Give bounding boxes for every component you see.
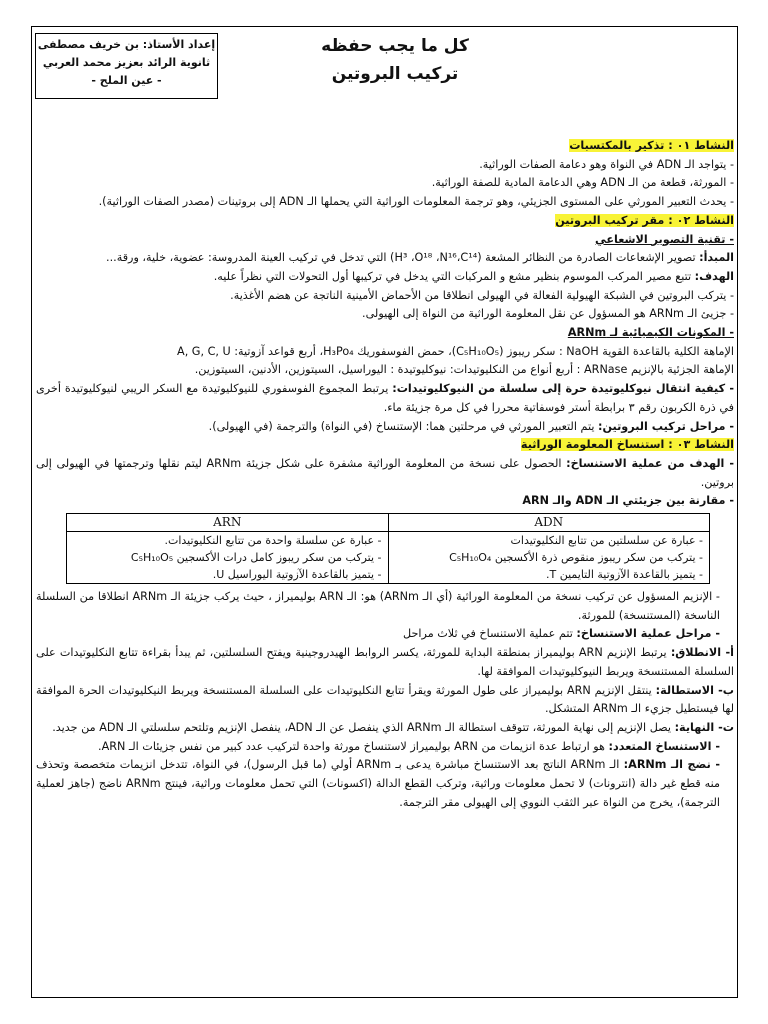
adn-property-3: - يتميز بالقاعدة الآزوتية التايمين T. (545, 568, 703, 582)
activity-2-heading: النشاط ٠٢ : مقر تركيب البروتين (555, 213, 734, 227)
adn-property-2: - يتركب من سكر ريبوز منقوص ذرة الأكسجين C₅H₁₀O₄ (449, 551, 703, 565)
nucleotide-link-paragraph (36, 380, 734, 417)
goal-text: تتبع مصير المركب الموسوم بنظير مشع و المركبات التي يدخل في تركيبها أول التحولات التي نظراً عليه. (213, 269, 695, 283)
arn-property-1: - عبارة عن سلسلة واحدة من تتابع النكليوتيدات. (164, 534, 382, 548)
table-cell-adn (388, 532, 710, 584)
title-block (240, 33, 550, 89)
nucleotide-link-text: يرتبط المجموع الفوسفوري للنيوكليوتيدة مع السكر الريبي لنيوكليوتيدة أخرى في ذرة الكربون رقم ٣ برابطة أستر فوسفاتية محررا في كل مرة جزيئة ماء. (36, 382, 734, 414)
table-header-adn: ADN (388, 514, 710, 532)
principle-label: المبدأ: (699, 251, 734, 265)
initiation-text: يرتبط الإنزيم ARN بوليميراز بمنطقة البداية للمورثة، يكسر الروابط الهيدروجينية ويفتح السلسلتين، ثم يبدأ بقراءة تتابع النكليوتيدات على السلسلة المستنسخة ويربط النيوكليوتيدات الموافقة لها. (36, 646, 734, 678)
activity-1-heading-line (36, 137, 734, 156)
elongation-paragraph (36, 682, 734, 719)
transcription-stages-label: - مراحل عملية الاستنساخ: (576, 627, 720, 641)
arn-property-2: - يتركب من سكر ريبوز كامل درات الأكسجين C₅H₁₀O₅ (130, 551, 382, 565)
principle-text: تصوير الإشعاعات الصادرة من النظائر المشعة (H³ ،O¹⁸ ،N¹⁶،C¹⁴) التي تدخل في تركيب العينة المدروسة: عضوية، خلية، ورقة... (106, 251, 700, 265)
activity-2-heading-line (36, 212, 734, 231)
transcription-goal-text: الحصول على نسخة من المعلومة الوراثية مشفرة على شكل جزيئة ARNm ليتم نقلها وترجمتها في الهيولى إلى بروتين. (36, 456, 734, 489)
activity-1-heading: النشاط ٠١ : تذكير بالمكتسبات (569, 139, 734, 152)
author-box (35, 33, 218, 99)
document-body (36, 137, 734, 813)
author-school: ثانوية الرائد بعزيز محمد العربي (42, 56, 211, 69)
components-subheading: - المكونات الكيميائية لـ ARNm (567, 326, 734, 340)
termination-label: ت- النهاية: (674, 720, 734, 734)
nucleotide-link-label: - كيفية انتقال نيوكليوتيدة حرة إلى سلسلة من النيوكليوتيدات: (392, 382, 734, 396)
principle-paragraph (36, 249, 734, 268)
termination-text: يصل الإنزيم إلى نهاية المورثة، تتوقف استطالة الـ ARNm الذي ينفصل عن الـ ADN، ينفصل الإنزيم وتلتحم سلسلتي الـ ADN من جديد. (52, 720, 675, 734)
act1-point-3: - يحدث التعبير المورثي على المستوى الجزيئي، وهو ترجمة المعلومات الوراثية التي يحملها الـ ADN إلى بروتينات (مصدر الصفات الوراثية). (98, 195, 734, 209)
table-header-arn: ARN (67, 514, 389, 532)
goal-paragraph (36, 268, 734, 287)
act2-point-b: - جزيئ الـ ARNm هو المسؤول عن نقل المعلومة الوراثية من النواة إلى الهيولى. (362, 307, 734, 321)
elongation-text: ينتقل الإنزيم ARN بوليميراز على طول المورثة ويقرأ تتابع النكليوتيدات على السلسلة المستنسخة ويربط النيكليوتيدات الحرة الموافقة لها فيستطيل جزيء الـ ARNm المتشكل. (36, 683, 734, 716)
author-name: إعداد الأستاذ: بن خريف مصطفى (37, 38, 216, 51)
initiation-paragraph (36, 644, 734, 681)
comparison-label: - مقارنة بين جزيئتي الـ ADN والـ ARN (522, 494, 734, 508)
act2-point-a: - يتركب البروتين في الشبكة الهيولية الفعالة في الهيولى انطلاقا من الأحماض الأمينية الناتجة عن هضم الأغذية. (230, 288, 734, 302)
termination-paragraph (36, 719, 734, 738)
maturation-text: الـ ARNm الناتج بعد الاستنساخ مباشرة يدعى بـ ARNm أولي (ما قبل الرسول)، في النواة، تتدخل انزيمات متخصصة وتحذف منه قطع غير دالة (انترونات) لا تحمل معلومات وراثية، وتركب القطع الدالة (اكسونات) التي تحمل معلومات وراثية، فينتج ARNm ناضج (جاهز لعملية الترجمة)، يخرج من النواة عبر الثقب النووي إلى الهيولى مقر الترجمة. (36, 758, 720, 809)
page-subtitle: تركيب البروتين (331, 64, 459, 84)
elongation-label: ب- الاستطالة: (655, 683, 734, 697)
table-cell-arn (67, 532, 389, 584)
table-header-row (67, 514, 710, 532)
transcription-goal-label: - الهدف من عملية الاستنساخ: (566, 456, 734, 470)
act1-point-1: - يتواجد الـ ADN في النواة وهو دعامة الصفات الوراثية. (479, 157, 734, 171)
initiation-label: أ- الانطلاق: (670, 646, 734, 660)
stages-paragraph (36, 418, 734, 437)
radiography-subheading: - تقنية التصوير الاشعاعي (595, 232, 734, 246)
total-hydrolysis: الإماهة الكلية بالقاعدة القوية NaOH : سكر ريبوز (C₅H₁₀O₅)، حمض الفوسفوريك H₃Po₄، أربع قواعد آزوتية: A, G, C, U (177, 344, 734, 358)
goal-label: الهدف: (694, 269, 734, 283)
multiple-transcription-text: هو ارتباط عدة انزيمات من ARN بوليميراز لاستنساخ مورثة واحدة لتركيب عدد كبير من نفس جزيئات الـ ARN. (98, 739, 609, 753)
act1-point-2: - المورثة، قطعة من الـ ADN وهي الدعامة المادية للصفة الوراثية. (431, 176, 734, 190)
table-row (67, 532, 710, 584)
transcription-stages-text: تتم عملية الاستنساخ في ثلاث مراحل (403, 627, 577, 641)
page-title: كل ما يجب حفظه (321, 36, 469, 56)
maturation-label: - نضج الـ ARNm: (623, 758, 720, 772)
transcription-stages-paragraph (36, 625, 734, 644)
adn-arn-comparison-table (66, 513, 710, 584)
partial-hydrolysis: الإماهة الجزئية بالإنزيم ARNase : أربع أنواع من النكليوتيدات: نيوكليوتيدة : اليوراسيل، السيتوزين، الأدنين، السيتوزين. (194, 363, 734, 377)
stages-label: - مراحل تركيب البروتين: (598, 419, 734, 433)
maturation-paragraph (36, 756, 734, 812)
stages-text: يتم التعبير المورثي في مرحلتين هما: الإستنساخ (في النواة) والترجمة (في الهيولى). (208, 419, 598, 433)
author-town: - عين الملح - (91, 74, 162, 87)
activity-3-heading: النشاط ٠٣ : استنساخ المعلومة الوراثية (520, 438, 734, 452)
enzyme-paragraph: - الإنزيم المسؤول عن تركيب نسخة من المعلومة الوراثية (أي الـ ARNm) هو: الـ ARN بوليميراز ، حيث يركب جزيئة الـ ARNm انطلاقا من السلسلة الناسخة (المستنسخة) للمورثة. (36, 590, 720, 622)
transcription-goal-paragraph (36, 455, 734, 492)
arn-property-3: - يتميز بالقاعدة الآزوتية اليوراسيل U. (212, 568, 382, 582)
multiple-transcription-paragraph (36, 738, 734, 757)
adn-property-1: - عبارة عن سلسلتين من تتابع النكليوتيدات (510, 534, 703, 548)
multiple-transcription-label: - الاستنساخ المتعدد: (608, 739, 720, 753)
activity-3-heading-line (36, 436, 734, 455)
